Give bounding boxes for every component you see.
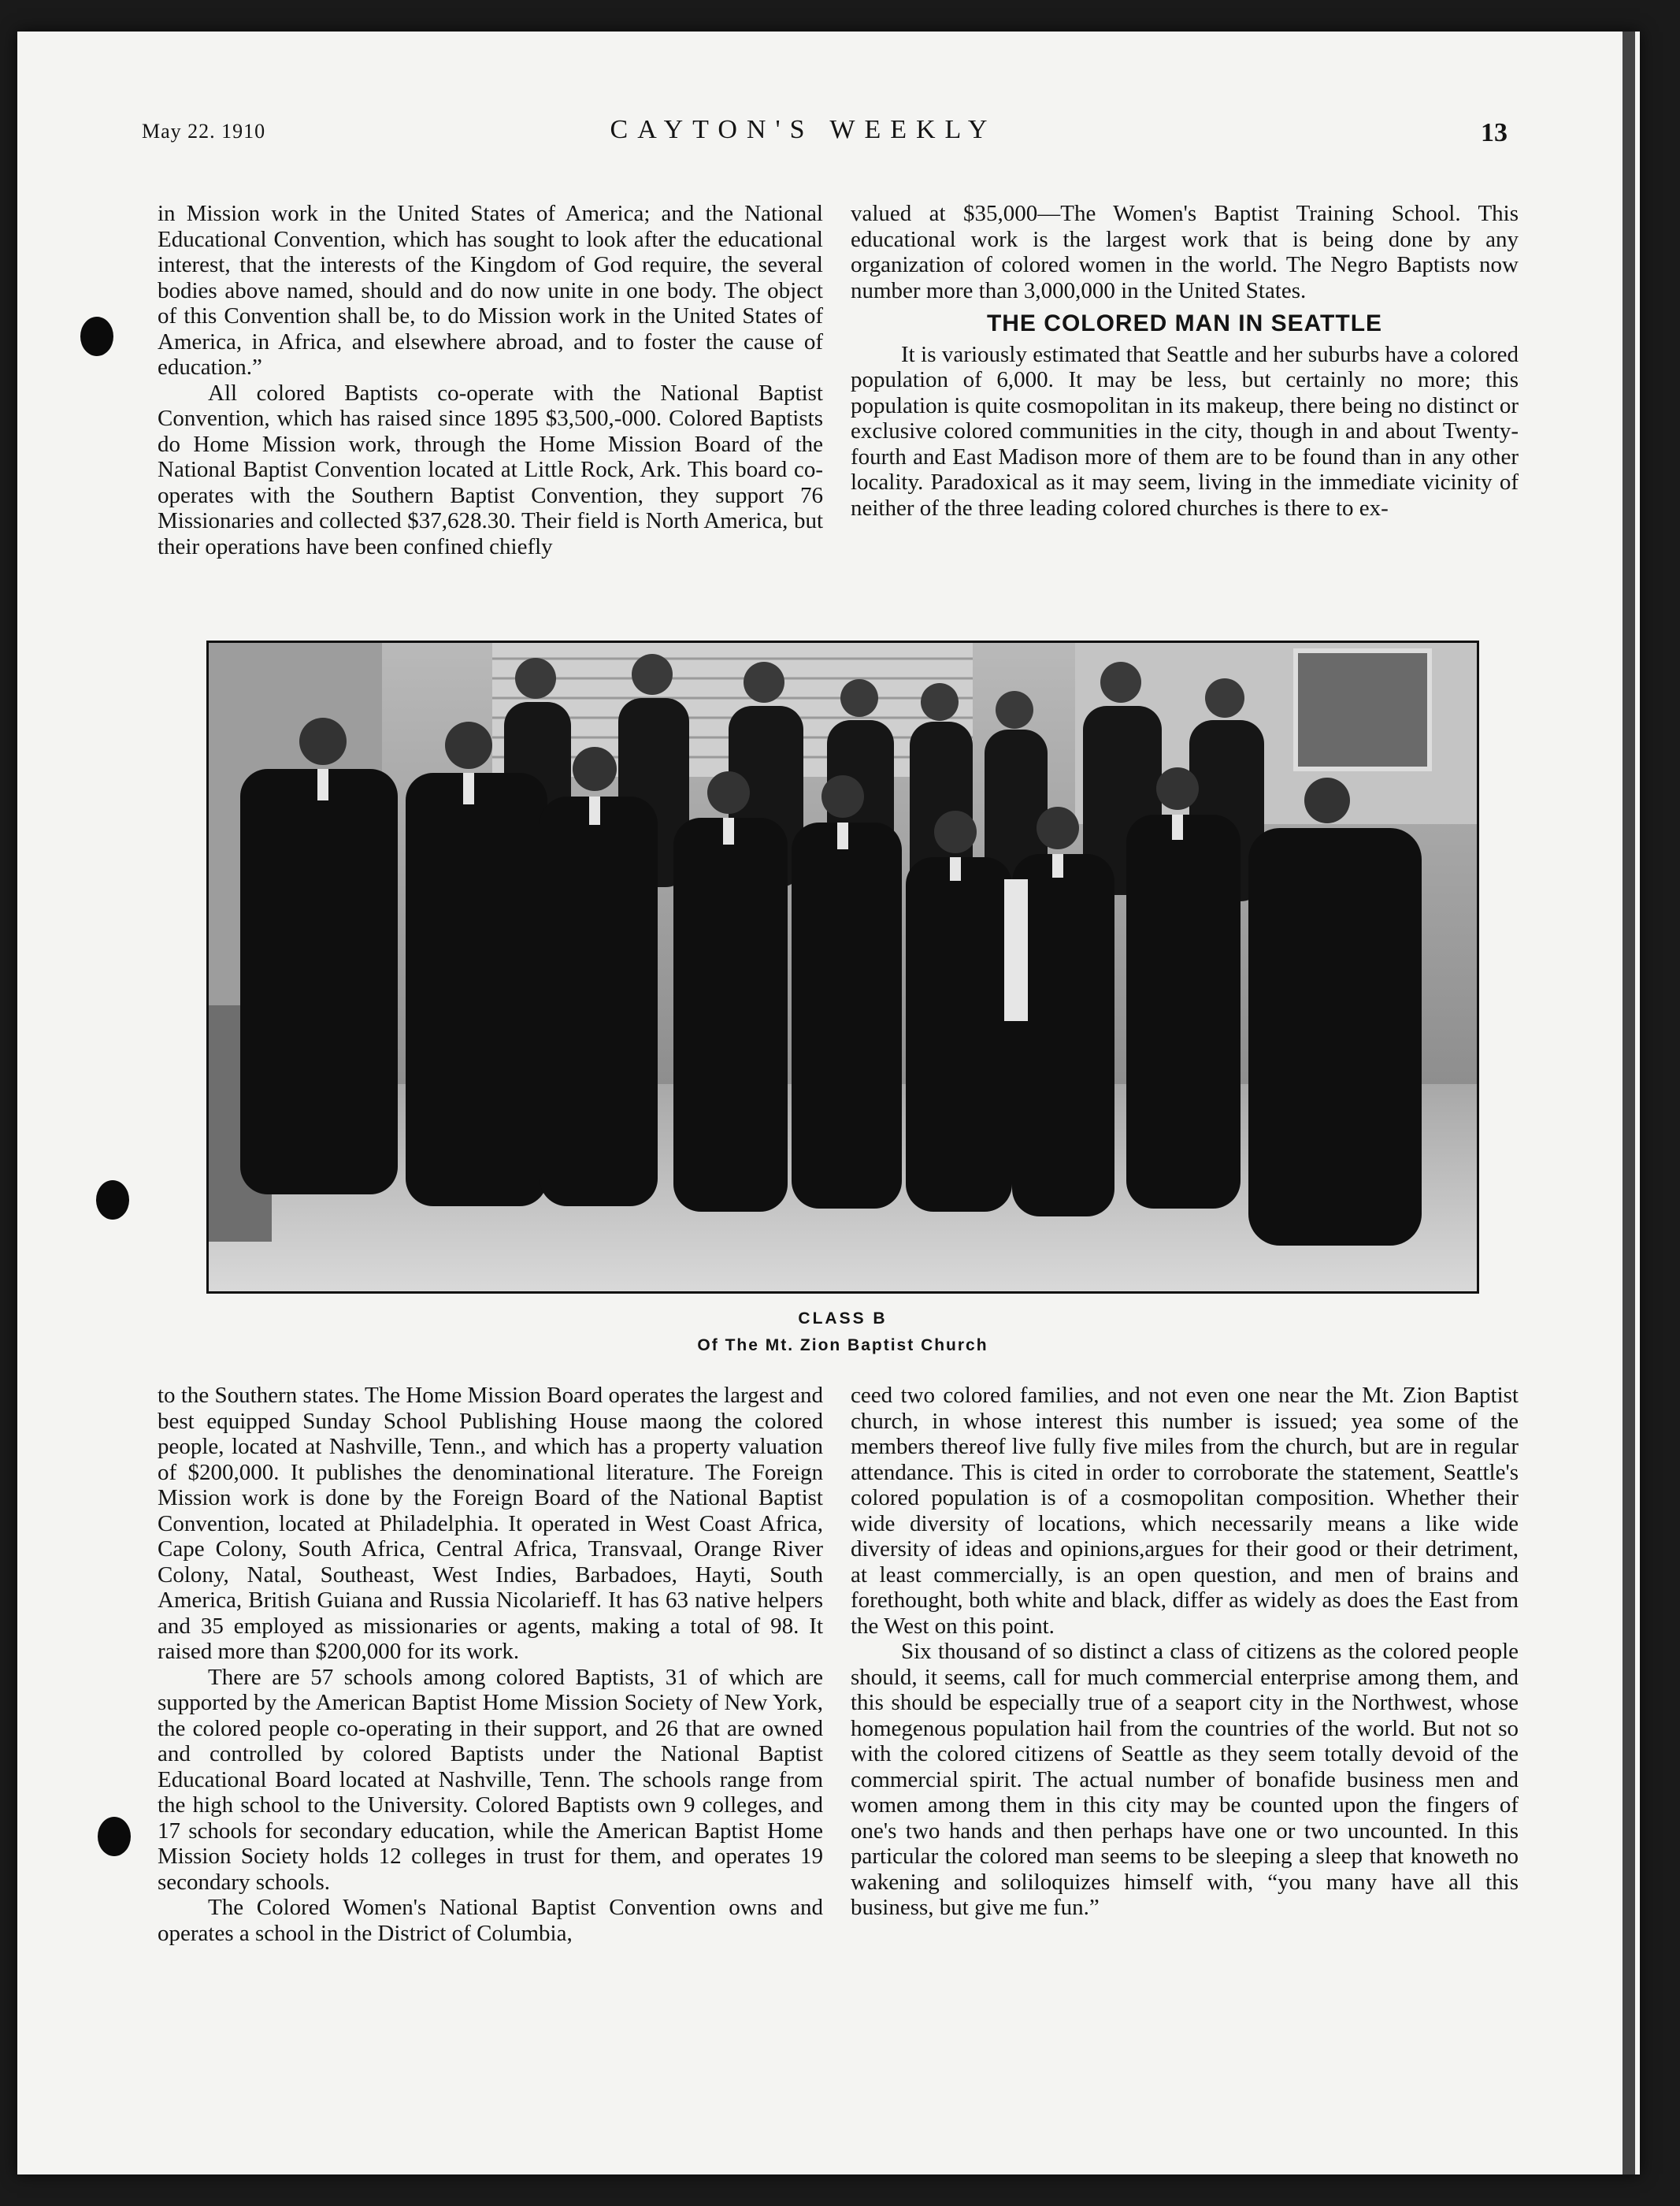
photo-caption-subtitle: Of The Mt. Zion Baptist Church: [697, 1336, 988, 1354]
paragraph: Six thousand of so distinct a class of citizens as the colored people should, it seems, call for much commercial enterprise among them, and this should be especially true of a seaport city in the Northwest, whose homegenous population hail from the countries of the world. But not so with the colored citizens of Seattle as they seem totally devoid of the commercial spirit. The actual number of bonafide business men and women among them in this city may be counted upon the fingers of one's two hands and then perhaps have one or two uncounted. In this particular the colored man seems to be sleeping a sleep that knoweth no wakening and soliloquizes himself with, “you many have all this business, but give me fun.”: [851, 1639, 1519, 1920]
issue-date: May 22. 1910: [142, 120, 266, 143]
group-photograph: [206, 641, 1479, 1294]
column-top-right: [851, 201, 1519, 521]
paragraph: in Mission work in the United States of America; and the National Educational Convention, which has sought to look after the educational interest, that the interests of the Kingdom of God require, the several bodies above named, should and do now unite in one body. The object of this Convention shall be, to do Mission work in the United States of America, in Africa, and elsewhere abroad, and to foster the cause of education.”: [158, 201, 823, 380]
paragraph: valued at $35,000—The Women's Baptist Training School. This educational work is the largest work that is being done by any organization of colored women in the world. The Negro Baptists now number more than 3,000,000 in the United States.: [851, 201, 1519, 303]
column-top-left: [158, 201, 823, 559]
photograph-image: [209, 643, 1477, 1291]
column-bottom-left: [158, 1383, 823, 1946]
page-number: 13: [1481, 118, 1508, 147]
binder-hole: [98, 1817, 131, 1856]
article-heading: THE COLORED MAN IN SEATTLE: [986, 310, 1383, 336]
photo-caption-title: CLASS B: [798, 1309, 888, 1328]
paragraph: The Colored Women's National Baptist Convention owns and operates a school in the District of Columbia,: [158, 1895, 823, 1946]
binder-hole: [80, 317, 113, 356]
column-bottom-right: [851, 1383, 1519, 1921]
paragraph: All colored Baptists co-operate with the National Baptist Convention, which has raised since 1895 $3,500,-000. Colored Baptists do Home Mission work, through the Home Mission Board of the National Baptist Convention located at Little Rock, Ark. This board co-operates with the Southern Baptist Convention, they support 76 Missionaries and collected $37,628.30. Their field is North America, but their operations have been confined chiefly: [158, 380, 823, 559]
paragraph: There are 57 schools among colored Baptists, 31 of which are supported by the American Baptist Home Mission Society of New York, the colored people co-operating in their support, and 26 that are owned and controlled by colored Baptists under the National Baptist Educational Board located at Nashville, Tenn. The schools range from the high school to the University. Colored Baptists own 9 colleges, and 17 schools for secondary education, while the American Baptist Home Mission Society holds 12 colleges in trust for them, and operates 19 secondary schools.: [158, 1664, 823, 1895]
page-binding-edge: [1623, 32, 1635, 2174]
binder-hole: [96, 1180, 129, 1220]
paragraph: to the Southern states. The Home Mission Board operates the largest and best equipped Sunday School Publishing House maong the colored people, located at Nashville, Tenn., and which has a property valuation of $200,000. It publishes the denominational literature. The Foreign Mission work is done by the Foreign Board of the National Baptist Convention, located at Philadelphia. It operated in West Coast Africa, Cape Colony, South Africa, Central Africa, Transvaal, Orange River Colony, Natal, Southeast, West Indies, Barbadoes, Hayti, South America, British Guiana and Russia Nicolarieff. It has 63 native helpers and 35 employed as missionaries or agents, making a total of 98. It raised more than $200,000 for its work.: [158, 1383, 823, 1664]
publication-title: CAYTON'S WEEKLY: [610, 115, 997, 144]
paragraph: ceed two colored families, and not even one near the Mt. Zion Baptist church, in whose interest this number is issued; yea some of the members thereof live fully five miles from the church, but are in regular attendance. This is cited in order to corroborate the statement, Seattle's colored population is of a cosmopolitan composition. Whether their wide diversity of locations, which necessarily means a like wide diversity of ideas and opinions,argues for their good or their detriment, at least commercially, is an open question, and men of brains and forethought, both white and black, differ as widely as does the East from the West on this point.: [851, 1383, 1519, 1639]
paragraph: It is variously estimated that Seattle and her suburbs have a colored population of 6,000. It may be less, but certainly no more; this population is quite cosmopolitan in its makeup, there being no distinct or exclusive colored communities in the city, though in and about Twenty-fourth and East Madison more of them are to be found than in any other locality. Paradoxical as it may seem, living in the immediate vicinity of neither of the three leading colored churches is there to ex-: [851, 341, 1519, 521]
